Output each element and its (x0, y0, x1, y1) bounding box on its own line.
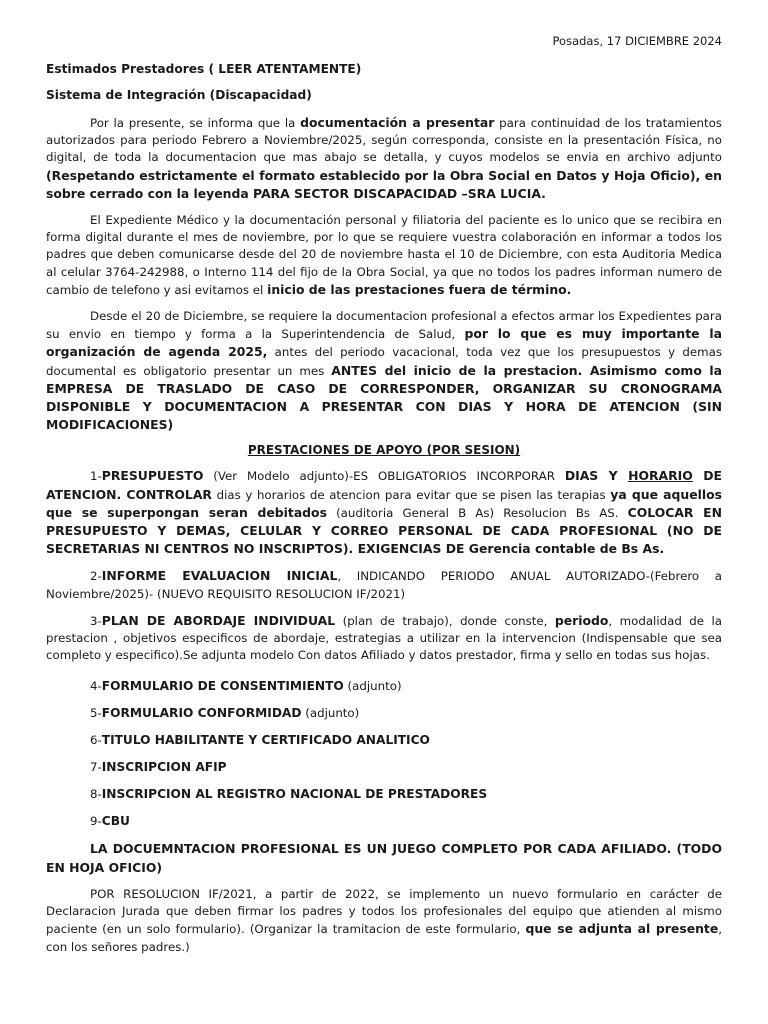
paragraph-expediente (46, 212, 722, 299)
list-item-consentimiento (46, 678, 722, 694)
bold-text: TITULO HABILITANTE Y CERTIFICADO ANALITICO (101, 733, 430, 748)
item-number: 7- (90, 760, 102, 775)
text: (adjunto) (343, 679, 402, 694)
text: POR RESOLUCION IF/2021, a partir de 2022, se implemento un nuevo formulario en carácter de Declaracion Jurada que deben firmar los padres y todos los profesionales del equipo que atienden al mismo paciente (en un solo formulario). (Organizar la tramitacion de este formulario, (46, 886, 722, 937)
text: El Expediente Médico y la documentación personal y filiatoria del paciente es lo unico que se recibira en forma digital durante el mes de noviembre, por lo que se requiere vuestra colaboración en informar a todos los padres que deben comunicarse desde del 20 de noviembre hasta el 10 de Diciembre, con esta Auditoria Medica al celular 3764-242988, o Interno 114 del fijo de la Obra Social, ya que no todos los padres informan numero de cambio de telefono y asi evitamos el (46, 213, 722, 297)
text: para continuidad de los tratamientos autorizados para periodo Febrero a Noviembre/2025, según corresponda, consiste en la presentación Física, no digital, de toda la documentacion que mas abajo se detalla, y cuyos modelos se envia en archivo adjunto (46, 116, 722, 165)
list-item-afip (46, 759, 722, 775)
bold-text: PRESUPUESTO (101, 468, 204, 484)
closing-note (46, 840, 722, 876)
item-number: 4- (90, 679, 102, 694)
bold-text: documentación a presentar (300, 115, 495, 130)
list-item-presupuesto (46, 467, 722, 558)
text: Por la presente, se informa que la (90, 116, 301, 130)
bold-text: DIAS Y (564, 468, 629, 484)
text: (Ver Modelo adjunto)-ES OBLIGATORIOS INCORPORAR (203, 469, 565, 484)
greeting-heading: Estimados Prestadores ( LEER ATENTAMENTE) (46, 62, 362, 76)
list-item-informe (46, 567, 722, 602)
bold-text: INSCRIPCION AFIP (101, 760, 227, 775)
list-item-registro (46, 786, 722, 802)
bold-text: HORARIO (628, 468, 693, 484)
list-item-plan (46, 612, 722, 665)
text: (adjunto) (301, 706, 360, 721)
bold-text: CBU (101, 814, 130, 829)
bold-text: INSCRIPCION AL REGISTRO NACIONAL DE PRESTADORES (101, 787, 488, 802)
item-number: 8- (90, 787, 102, 802)
list-item-cbu (46, 813, 722, 829)
bold-text: FORMULARIO CONFORMIDAD (101, 706, 302, 721)
bold-text: COLOCAR EN PRESUPUESTO Y DEMAS, CELULAR Y CORREO PERSONAL DE CADA PROFESIONAL (NO DE SECRETARIAS NI CENTROS NO INSCRIPTOS). EXIGENCIAS DE Gerencia contable de Bs As. (46, 504, 722, 557)
text: antes del periodo vacacional, toda vez que los presupuestos y demas documental es obligatorio presentar un mes (46, 345, 723, 378)
text: , con los señores padres.) (46, 922, 722, 954)
bold-text: FORMULARIO DE CONSENTIMIENTO (101, 679, 344, 694)
item-number: 2- (90, 569, 102, 584)
bold-text: PLAN DE ABORDAJE INDIVIDUAL (101, 612, 336, 628)
bold-text: ANTES del inicio de la prestacion. Asimismo como la EMPRESA DE TRASLADO DE CASO DE CORRESPONDER, ORGANIZAR SU CRONOGRAMA DISPONIBLE Y DOCUMENTACION A PRESENTAR CON DIAS Y HORA DE ATENCION (SIN MODIFICACIONES) (46, 362, 722, 433)
item-number: 5- (90, 706, 102, 721)
list-item-conformidad (46, 705, 722, 721)
document-date: Posadas, 17 DICIEMBRE 2024 (552, 34, 722, 48)
text: Desde el 20 de Diciembre, se requiere la documentacion profesional a efectos armar los Expedientes para su envio en tiempo y forma a la Superintendencia de Salud, (46, 309, 722, 342)
text: dias y horarios de atencion para evitar que se pisen las terapias (211, 487, 611, 502)
text: (auditoria General B As) Resolucion Bs AS. (326, 505, 628, 520)
paragraph-intro (46, 114, 722, 203)
list-item-titulo (46, 732, 722, 748)
paragraph-resolucion (46, 886, 722, 956)
section-title: PRESTACIONES DE APOYO (POR SESION) (247, 443, 521, 458)
item-number: 3- (90, 613, 102, 628)
item-number: 9- (90, 814, 102, 829)
bold-text: periodo (554, 612, 609, 628)
bold-text: DE ATENCION. CONTROLAR (46, 468, 722, 502)
bold-text: (Respetando estrictamente el formato establecido por la Obra Social en Datos y Hoja Oficio), en sobre cerrado con la leyenda PARA SECTOR DISCAPACIDAD –SRA LUCIA. (46, 167, 722, 201)
text: , modalidad de la prestacion , objetivos especificos de abordaje, estrategias a utilizar en la intervencion (Indispensable que sea completo y especifico).Se adjunta modelo Con datos Afiliado y datos prestador, firma y sello en todas sus hojas. (46, 613, 722, 663)
paragraph-documentacion (46, 308, 722, 434)
item-number: 1- (90, 469, 102, 484)
document-page (46, 34, 722, 965)
bold-text: ya que aquellos que se superpongan seran debitados (46, 486, 723, 520)
text: (plan de trabajo), donde conste, (335, 613, 555, 628)
text: , INDICANDO PERIODO ANUAL AUTORIZADO-(Febrero a Noviembre/2025)- (NUEVO REQUISITO RESOLUCION IF/2021) (46, 569, 722, 601)
item-number: 6- (90, 733, 102, 748)
system-heading: Sistema de Integración (Discapacidad) (46, 88, 312, 102)
bold-text: INFORME EVALUACION INICIAL (101, 568, 338, 584)
bold-text: que se adjunta al presente (525, 921, 719, 937)
bold-text: inicio de las prestaciones fuera de término. (267, 281, 572, 297)
bold-text: por lo que es muy importante la organización de agenda 2025, (46, 326, 722, 360)
bold-text: LA DOCUEMNTACION PROFESIONAL ES UN JUEGO COMPLETO POR CADA AFILIADO. (TODO EN HOJA OFICIO) (46, 841, 722, 875)
